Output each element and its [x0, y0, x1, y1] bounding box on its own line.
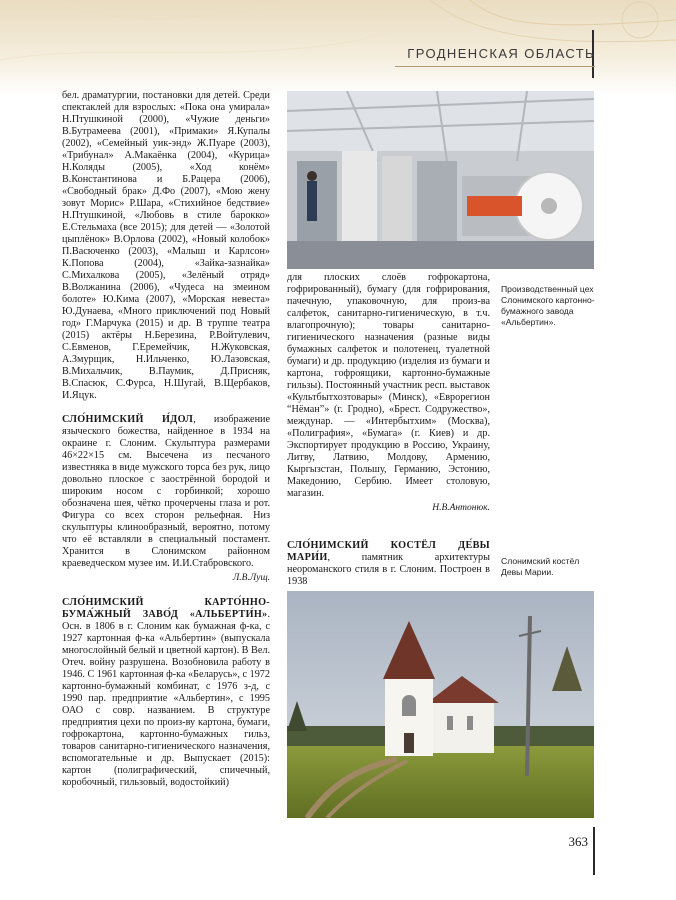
plant-text: . Осн. в 1806 в г. Слоним как бумажная ф-ка, с 1927 картонная ф-ка «Альбертин» (выпускала многослойный белый и цветной картон). В Вел. Отеч. войну разрушена. Возобновила работу в 1946. С 1961 картонная ф-ка «Беларусь», с 1972 картонно-бумажный комбинат, с 1976 з-д, с 1990 пар. предприятие «Альбертин», с 1995 ОАО с совр. названием. В структуре предприятия цехи по произ-ву картона, бумаги, гофрокартона, картонно-бумажных гильз, товаров санитарно-гигиенического назначения, вспомогательные и др. Выпускает (2015): картон (полиграфический, спичечный, коробочный, гильзовый, водостойкий) [62, 609, 270, 788]
church-article [287, 540, 490, 588]
plant-author: Н.В.Антонюк. [432, 503, 490, 513]
header-rule [395, 66, 595, 67]
plant-continuation: для плоских слоёв гофрокартона, гофрированный), бумагу (для гофрирования, пачечную, упаковочную, для произ-ва салфеток, санитарно-гигиеническую, в т.ч. влагопрочную); товары санитарно-гигиенического назначения (разные виды бумажных салфеток и полотенец, туалетной бумаги) и др. продукцию (изделия из бумаги и картона, гофроящики, картонно-бумажные гильзы). Постоянный участник респ. выставок «Культбытхозтовары» (Минск), «Еврорегион “Нёман”» (г. Гродно), «Брест. Содружество», междунар. — «Интербытхим» (Москва), «Полиграфия», «Бумага» (г. Киев) и др. Экспортирует продукцию в Россию, Украину, Литву, Латвию, Молдову, Армению, Кыргызстан, Польшу, Германию, Эстонию, Македонию, Сербию. Имеет столовую, магазин. [287, 272, 490, 499]
idol-text: , изображение языческого божества, найденное в 1934 на окраине г. Слоним. Скульптура размерами 46×22×15 см. Высечена из песчаного известняка в виде мужского торса без рук, лицо довольно плоское с заострённой бородой и широким носом с горбинкой; хорошо обозначена шея, чётко прочерчены глаза и рот. Фигура со всех сторон рельефная. Низ скульптуры клинообразный, вероятно, потому что её вставляли в специальный постамент. Хранится в Слонимском районном краеведческом музее им. И.И.Стабровского. [62, 414, 270, 569]
church-photo-caption: Слонимский костёл Девы Марии. [501, 556, 580, 577]
church-article-block [287, 540, 490, 588]
factory-photo-caption: Производственный цех Слонимского картонно-бумажного завода «Альбертин». [501, 284, 595, 327]
factory-photo [287, 91, 594, 269]
church-photo [287, 591, 594, 818]
text-column-left [62, 90, 270, 789]
church-text: , памятник архитектуры неороманского стиля в г. Слоним. Построен в 1938 [287, 552, 490, 587]
page-number: 363 [568, 834, 588, 849]
text-column-right [287, 272, 490, 527]
church-headword: СЛО́НИМСКИЙ КОСТЁЛ ДЕ́ВЫ МАРИ́И [287, 540, 490, 563]
plant-article [62, 597, 270, 789]
plant-headword: СЛО́НИМСКИЙ КАРТО́ННО-БУМА́ЖНЫЙ ЗАВО́Д «АЛЬБЕРТИ́Н» [62, 597, 270, 620]
region-title: ГРОДНЕНСКАЯ ОБЛАСТЬ [407, 46, 595, 61]
footer-vertical-bar [593, 827, 595, 875]
idol-article [62, 414, 270, 570]
theatre-paragraph: бел. драматургии, постановки для детей. Среди спектаклей для взрослых: «Пока она умирала» Н.Птушкиной (2000), «Чужие деньги» В.Бутрамеева (2001), «Примаки» Я.Купалы (2002), «Семейный уик-энд» Ж.Пуаре (2003), «Трибунал» А.Макаёнка (2004), «Курица» Н.Коляды (2005), «Ход конём» В.Константинова и Б.Рацера (2006), «Свободный брак» Д.Фо (2007), «Мою жену зовут Морис» Р.Шара, «Стихийное бедствие» Н.Птушкиной, «Любовь в стиле барокко» Е.Стельмаха (все 2015); для детей — «Золотой цыплёнок» В.Орлова (2002), «Новый колобок» П.Васюченко (2003), «Малыш и Карлсон» К.Попова (2004), «Зайка-зазнайка» С.Михалкова (2005), «Зелёный отряд» В.Волжанина (2006), «Чудеса на змеином болоте» Ю.Кима (2007), «Морская невеста» Ю.Дунаева, «Много приключений под Новый год» Г.Марчука (2015) и др. В труппе театра (2015) актёры Н.Березина, Р.Войтулевич, С.Евменов, Г.Еремейчик, Н.Жуковская, А.Змурщик, Н.Ильченко, Ю.Лазовская, В.Михальчик, В.Паумик, Д.Присняк, В.Спасюк, С.Фурса, Н.Шугай, В.Щербаков, И.Яцук. [62, 90, 270, 401]
idol-headword: СЛО́НИМСКИЙ И́ДОЛ [62, 414, 194, 425]
idol-author: Л.В.Лущ. [232, 573, 270, 583]
